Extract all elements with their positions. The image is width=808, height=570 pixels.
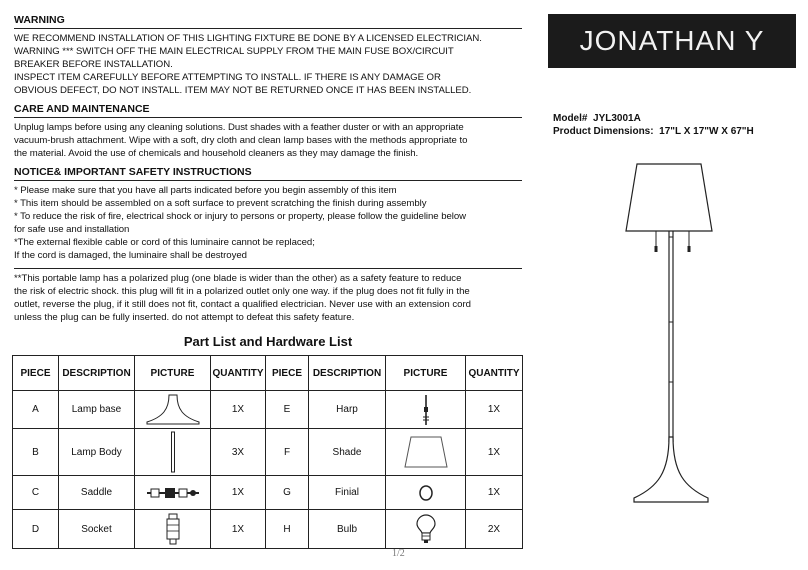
warning-line: WARNING *** SWITCH OFF THE MAIN ELECTRICAL SUPPLY FROM THE MAIN FUSE BOX/CIRCUIT [14, 46, 454, 57]
header-quantity: QUANTITY [466, 356, 523, 391]
notice-line: for safe use and installation [14, 224, 130, 235]
brand-logo: JONATHAN Y [548, 14, 796, 68]
parts-title: Part List and Hardware List [183, 334, 353, 349]
warning-line: BREAKER BEFORE INSTALLATION. [14, 59, 173, 70]
care-title: CARE AND MAINTENANCE [14, 103, 522, 118]
piece-cell: C [13, 476, 59, 510]
piece-cell: D [13, 510, 59, 549]
piece-cell: E [266, 391, 309, 429]
product-info [553, 112, 754, 138]
quantity-cell: 1X [211, 510, 266, 549]
dimensions-label: Product Dimensions: [553, 126, 654, 137]
description-cell: Saddle [59, 476, 135, 510]
polarized-line: the risk of electric shock. this plug will fit in a polarized outlet only one way. if the plug does not fit fully in the [14, 286, 470, 297]
description-cell: Socket [59, 510, 135, 549]
description-cell: Shade [309, 429, 386, 476]
description-cell: Harp [309, 391, 386, 429]
header-picture: PICTURE [386, 356, 466, 391]
notice-line: * This item should be assembled on a soft surface to prevent scratching the finish during assembly [14, 198, 427, 209]
notice-section [14, 166, 522, 262]
picture-cell [386, 476, 466, 510]
piece-cell: H [266, 510, 309, 549]
warning-section [14, 14, 522, 97]
piece-cell: B [13, 429, 59, 476]
polarized-line: unless the plug can be fully inserted. do not attempt to defeat this safety feature. [14, 312, 355, 323]
model-number: JYL3001A [593, 113, 641, 124]
quantity-cell: 3X [211, 429, 266, 476]
dimensions-value: 17"L X 17"W X 67"H [659, 126, 754, 137]
harp-icon [416, 393, 436, 427]
polarized-plug-section [14, 268, 522, 324]
polarized-line: **This portable lamp has a polarized plug (one blade is wider than the other) as a safety feature to reduce [14, 273, 462, 284]
dimensions-line [553, 125, 754, 138]
description-cell: Bulb [309, 510, 386, 549]
picture-cell [386, 391, 466, 429]
care-line: Unplug lamps before using any cleaning solutions. Dust shades with a feather duster or with an appropriate [14, 122, 464, 133]
finial-icon [416, 482, 436, 504]
warning-line: WE RECOMMEND INSTALLATION OF THIS LIGHTING FIXTURE BE DONE BY A LICENSED ELECTRICIAN. [14, 33, 482, 44]
notice-line: *The external flexible cable or cord of this luminaire cannot be replaced; [14, 237, 315, 248]
bulb-icon [414, 513, 438, 545]
quantity-cell: 1X [466, 429, 523, 476]
table-row [13, 510, 523, 549]
quantity-cell: 1X [466, 476, 523, 510]
saddle-icon [145, 483, 201, 503]
model-line [553, 112, 754, 125]
quantity-cell: 2X [466, 510, 523, 549]
description-cell: Lamp base [59, 391, 135, 429]
notice-title: NOTICE& IMPORTANT SAFETY INSTRUCTIONS [14, 166, 522, 181]
table-row [13, 391, 523, 429]
warning-line: INSPECT ITEM CAREFULLY BEFORE ATTEMPTING TO INSTALL. IF THERE IS ANY DAMAGE OR [14, 72, 441, 83]
instructions-column [14, 14, 522, 324]
header-description: DESCRIPTION [309, 356, 386, 391]
piece-cell: F [266, 429, 309, 476]
quantity-cell: 1X [211, 391, 266, 429]
model-label: Model# [553, 113, 588, 124]
header-piece: PIECE [266, 356, 309, 391]
piece-cell: G [266, 476, 309, 510]
description-cell: Finial [309, 476, 386, 510]
picture-cell [135, 510, 211, 549]
picture-cell [386, 510, 466, 549]
header-description: DESCRIPTION [59, 356, 135, 391]
quantity-cell: 1X [211, 476, 266, 510]
picture-cell [135, 476, 211, 510]
header-piece: PIECE [13, 356, 59, 391]
floor-lamp-illustration [620, 162, 720, 507]
notice-line: * To reduce the risk of fire, electrical shock or injury to persons or property, please follow the guideline below [14, 211, 467, 222]
quantity-cell: 1X [466, 391, 523, 429]
table-header-row [13, 356, 523, 391]
warning-line: OBVIOUS DEFECT, DO NOT INSTALL. ITEM MAY NOT BE RETURNED ONCE IT HAS BEEN INSTALLED. [14, 85, 472, 96]
piece-cell: A [13, 391, 59, 429]
polarized-line: outlet, reverse the plug, if it still does not fit, contact a qualified electrician. Never use with an extension cord [14, 299, 472, 310]
table-row [13, 476, 523, 510]
picture-cell [135, 429, 211, 476]
notice-line: If the cord is damaged, the luminaire shall be destroyed [14, 250, 247, 261]
care-line: vacuum-brush attachment. Wipe with a soft, dry cloth and clean lamp bases with the methods appropriate to [14, 135, 468, 146]
parts-table [12, 355, 523, 549]
socket-icon [163, 513, 183, 545]
care-section [14, 103, 522, 160]
description-cell: Lamp Body [59, 429, 135, 476]
picture-cell [386, 429, 466, 476]
lamp-body-icon [168, 431, 178, 473]
picture-cell [135, 391, 211, 429]
lamp-base-icon [143, 393, 203, 427]
shade-icon [403, 434, 449, 470]
care-line: the material. Avoid the use of chemicals and household cleaners as they may damage the finish. [14, 148, 419, 159]
page-number: 1/2 [392, 548, 405, 559]
header-picture: PICTURE [135, 356, 211, 391]
table-row [13, 429, 523, 476]
header-quantity: QUANTITY [211, 356, 266, 391]
warning-title: WARNING [14, 14, 522, 29]
notice-line: * Please make sure that you have all parts indicated before you begin assembly of this item [14, 185, 397, 196]
